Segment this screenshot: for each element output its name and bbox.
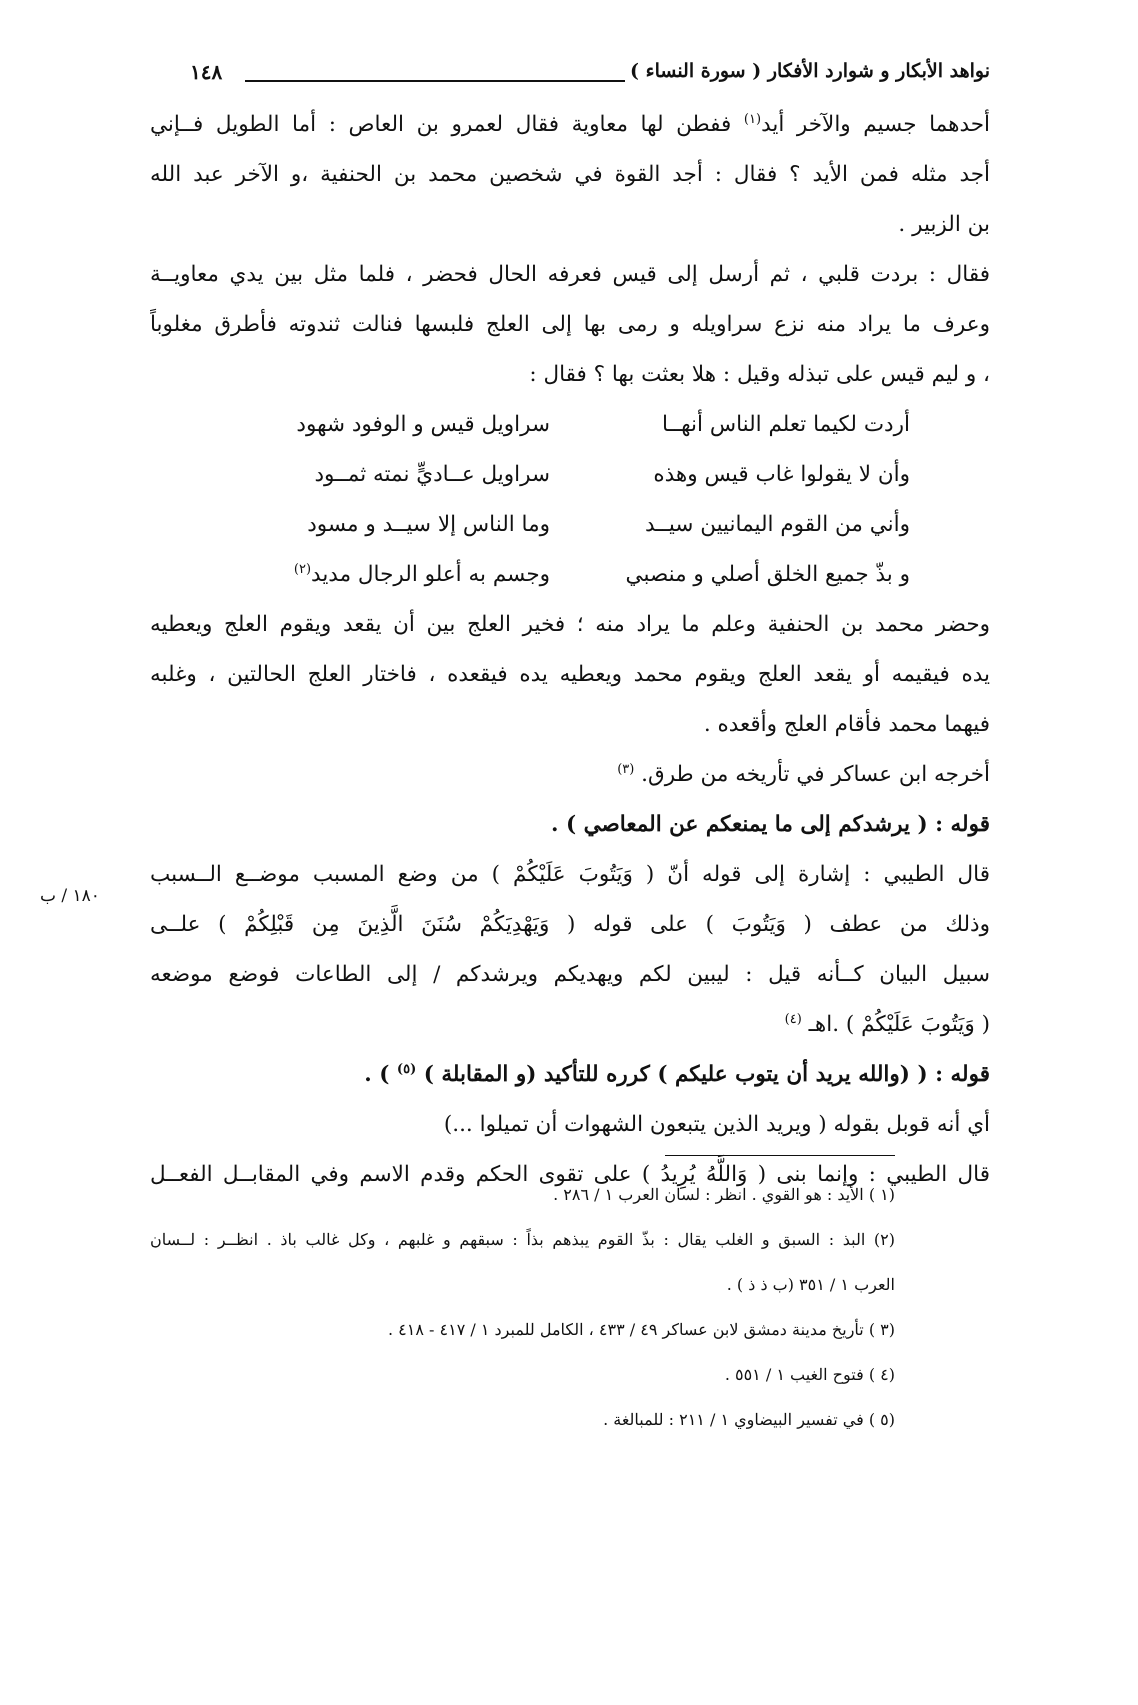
poem-verse	[150, 450, 990, 500]
text-line: قال الطيبي : وإنما بنى ( وَاللَّهُ يُرِيدُ ) على تقوى الحكم وقدم الاسم وفي المقابــل الفعــل	[150, 1162, 990, 1187]
footnote-ref: (٤)	[784, 1011, 802, 1027]
text-line: أجد مثله فمن الأيد ؟ فقال : أجد القوة في شخصين محمد بن الحنفية ،و الآخر عبد الله	[150, 162, 990, 187]
footnotes	[150, 1172, 895, 1442]
footnote: العرب ١ / ٣٥١ (ب ذ ذ ) .	[726, 1275, 895, 1294]
running-title: نواهد الأبكار و شوارد الأفكار ( سورة النساء )	[630, 60, 990, 82]
text-line: فيهما محمد فأقام العلج وأقعده .	[703, 712, 990, 737]
footnote: (٤ ) فتوح الغيب ١ / ٥٥١ .	[724, 1365, 895, 1384]
text-line: بن الزبير .	[898, 212, 990, 237]
poem-verse	[150, 550, 990, 600]
text-line: أحدهما جسيم والآخر أيد$^{(١)}$ ففطن لها معاوية فقال لعمرو بن العاص : أما الطويل فــإني	[150, 111, 990, 137]
footnote: (٣ ) تأريخ مدينة دمشق لابن عساكر ٤٩ / ٤٣٣ ، الكامل للمبرد ١ / ٤١٧ - ٤١٨ .	[388, 1320, 895, 1339]
text-line: وعرف ما يراد منه نزع سراويله و رمى بها إلى العلج فلبسها فنالت ثندوته فأطرق مغلوباً	[150, 312, 990, 337]
verse-second-hemistich: سراويل قيس و الوفود شهود	[296, 412, 550, 437]
text-line: ، و ليم قيس على تبذله وقيل : هلا بعثت بها ؟ فقال :	[529, 362, 990, 387]
text-line: قال الطيبي : إشارة إلى قوله أنّ ( وَيَتُوبَ عَلَيْكُمْ ) من وضع المسبب موضــع الــسبب	[150, 862, 990, 887]
footnote: (٢) البذ : السبق و الغلب يقال : بذّ القوم يبذهم بذاً : سبقهم و غلبهم ، وكل غالب باذ . انظــر : لــسان	[150, 1230, 895, 1249]
main-text	[150, 100, 990, 1200]
verse-first-hemistich: وأن لا يقولوا غاب قيس وهذه	[653, 462, 910, 487]
margin-folio-note: ١٨٠ / ب	[40, 886, 100, 906]
footnote-separator	[665, 1155, 895, 1156]
footnote-ref: (٢)	[293, 561, 312, 577]
header-rule	[245, 80, 625, 82]
verse-second-hemistich: وجسم به أعلو الرجال مديد$^{(٢)}$	[293, 561, 550, 587]
section-heading: قوله : ( يرشدكم إلى ما يمنعكم عن المعاصي ) .	[551, 812, 990, 837]
footnote-ref: (٣)	[617, 761, 635, 777]
footnote: (١ ) الأيد : هو القوي . انظر : لسان العرب ١ / ٢٨٦ .	[553, 1185, 895, 1204]
verse-second-hemistich: وما الناس إلا سيــد و مسود	[307, 512, 550, 537]
text-line: وذلك من عطف ( وَيَتُوبَ ) على قوله ( وَيَهْدِيَكُمْ سُنَنَ الَّذِينَ مِن قَبْلِكُمْ ) علــى	[150, 912, 990, 937]
verse-second-hemistich: سراويل عــاديٍّ نمته ثمــود	[314, 462, 550, 487]
poem-verse	[150, 500, 990, 550]
verse-first-hemistich: و بذّ جميع الخلق أصلي و منصبي	[625, 562, 910, 587]
section-heading: قوله : ( (والله يريد أن يتوب عليكم ) كرره للتأكيد (و المقابلة ) $^{(٥)}$ ) .	[364, 1061, 990, 1087]
poem-verse	[150, 400, 990, 450]
footnote-ref: (١)	[743, 111, 762, 127]
text-line: سبيل البيان كــأنه قيل : ليبين لكم ويهديكم ويرشدكم / إلى الطاعات فوضع موضعه	[150, 962, 990, 987]
text-line: ( وَيَتُوبَ عَلَيْكُمْ ) .اهـ $^{(٤)}$	[784, 1011, 990, 1037]
page-header	[190, 60, 990, 100]
text-line: وحضر محمد بن الحنفية وعلم ما يراد منه ؛ فخير العلج بين أن يقعد ويقوم العلج ويعطيه	[150, 612, 990, 637]
text-line: يده فيقيمه أو يقعد العلج ويقوم محمد ويعطيه يده فيقعده ، فاختار العلج الحالتين ، وغلبه	[150, 662, 990, 687]
page-number: ١٤٨	[190, 60, 223, 84]
text-line: أي أنه قوبل بقوله ( ويريد الذين يتبعون الشهوات أن تميلوا ...)	[443, 1112, 990, 1137]
text-line: فقال : بردت قلبي ، ثم أرسل إلى قيس فعرفه الحال فحضر ، فلما مثل بين يدي معاويــة	[150, 262, 990, 287]
text-line: أخرجه ابن عساكر في تأريخه من طرق. $^{(٣)}$	[617, 761, 990, 787]
footnote: (٥ ) في تفسير البيضاوي ١ / ٢١١ : للمبالغة .	[603, 1410, 895, 1429]
footnote-ref: (٥)	[396, 1061, 417, 1077]
verse-first-hemistich: أردت لكيما تعلم الناس أنهــا	[661, 412, 910, 437]
verse-first-hemistich: وأني من القوم اليمانيين سيــد	[644, 512, 910, 537]
